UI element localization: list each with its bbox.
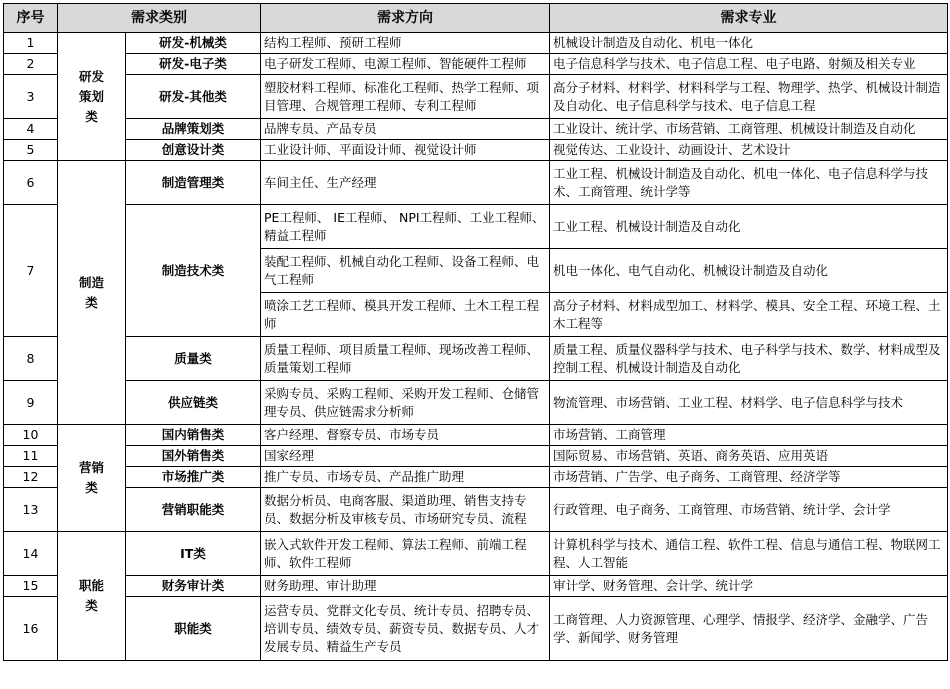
direction-cell: 结构工程师、预研工程师 [261,33,550,54]
major-cell: 质量工程、质量仪器科学与技术、电子科学与技术、数学、材料成型及控制工程、机械设计制造及自动化 [550,337,948,381]
row-number: 5 [4,140,58,161]
direction-cell: 数据分析员、电商客服、渠道助理、销售支持专员、数据分析及审核专员、市场研究专员、流程 [261,488,550,532]
major-cell: 行政管理、电子商务、工商管理、市场营销、统计学、会计学 [550,488,948,532]
group-research: 研发策划类 [58,33,126,161]
category-cell: 供应链类 [126,381,261,425]
major-cell: 高分子材料、材料学、材料科学与工程、物理学、热学、机械设计制造及自动化、电子信息科学与技术、电子信息工程 [550,75,948,119]
table-row [4,54,948,75]
header-category: 需求类别 [58,4,261,33]
row-number: 10 [4,425,58,446]
header-no: 序号 [4,4,58,33]
category-cell: IT类 [126,532,261,576]
row-number: 6 [4,161,58,205]
table-row [4,337,948,381]
category-cell: 职能类 [126,597,261,661]
header-major: 需求专业 [550,4,948,33]
direction-cell: 质量工程师、项目质量工程师、现场改善工程师、质量策划工程师 [261,337,550,381]
category-cell: 品牌策划类 [126,119,261,140]
major-cell: 电子信息科学与技术、电子信息工程、电子电路、射频及相关专业 [550,54,948,75]
row-number: 3 [4,75,58,119]
table-row [4,467,948,488]
direction-cell: 车间主任、生产经理 [261,161,550,205]
major-cell: 工业工程、机械设计制造及自动化 [550,205,948,249]
row-number: 11 [4,446,58,467]
direction-cell: 客户经理、督察专员、市场专员 [261,425,550,446]
table-row [4,119,948,140]
category-cell: 制造管理类 [126,161,261,205]
major-cell: 工业设计、统计学、市场营销、工商管理、机械设计制造及自动化 [550,119,948,140]
category-cell: 国内销售类 [126,425,261,446]
row-number: 1 [4,33,58,54]
table-row [4,488,948,532]
category-cell: 研发-其他类 [126,75,261,119]
major-cell: 高分子材料、材料成型加工、材料学、模具、安全工程、环境工程、土木工程等 [550,293,948,337]
direction-cell: 工业设计师、平面设计师、视觉设计师 [261,140,550,161]
group-manufacturing: 制造类 [58,161,126,425]
row-number: 15 [4,576,58,597]
table-row [4,161,948,205]
row-number: 8 [4,337,58,381]
direction-cell: 嵌入式软件开发工程师、算法工程师、前端工程师、软件工程师 [261,532,550,576]
table-row [4,532,948,576]
table-row [4,576,948,597]
table-row [4,597,948,661]
table-row [4,75,948,119]
category-cell: 制造技术类 [126,205,261,337]
group-functional: 职能类 [58,532,126,661]
direction-cell: 品牌专员、产品专员 [261,119,550,140]
table-row [4,205,948,249]
major-cell: 工业工程、机械设计制造及自动化、机电一体化、电子信息科学与技术、工商管理、统计学等 [550,161,948,205]
category-cell: 创意设计类 [126,140,261,161]
direction-cell: 装配工程师、机械自动化工程师、设备工程师、电气工程师 [261,249,550,293]
row-number: 16 [4,597,58,661]
table-row [4,33,948,54]
category-cell: 财务审计类 [126,576,261,597]
row-number: 2 [4,54,58,75]
major-cell: 工商管理、人力资源管理、心理学、情报学、经济学、金融学、广告学、新闻学、财务管理 [550,597,948,661]
table-row [4,381,948,425]
major-cell: 视觉传达、工业设计、动画设计、艺术设计 [550,140,948,161]
row-number: 7 [4,205,58,337]
major-cell: 国际贸易、市场营销、英语、商务英语、应用英语 [550,446,948,467]
table-row [4,446,948,467]
direction-cell: 塑胶材料工程师、标准化工程师、热学工程师、项目管理、合规管理工程师、专利工程师 [261,75,550,119]
category-cell: 市场推广类 [126,467,261,488]
table-row [4,425,948,446]
direction-cell: 喷涂工艺工程师、模具开发工程师、土木工程工程师 [261,293,550,337]
table-row [4,140,948,161]
direction-cell: 电子研发工程师、电源工程师、智能硬件工程师 [261,54,550,75]
category-cell: 质量类 [126,337,261,381]
row-number: 14 [4,532,58,576]
direction-cell: 运营专员、党群文化专员、统计专员、招聘专员、培训专员、绩效专员、薪资专员、数据专员、人才发展专员、精益生产专员 [261,597,550,661]
major-cell: 市场营销、广告学、电子商务、工商管理、经济学等 [550,467,948,488]
major-cell: 物流管理、市场营销、工业工程、材料学、电子信息科学与技术 [550,381,948,425]
row-number: 13 [4,488,58,532]
category-cell: 研发-电子类 [126,54,261,75]
major-cell: 市场营销、工商管理 [550,425,948,446]
header-direction: 需求方向 [261,4,550,33]
recruitment-demand-table [3,3,948,661]
category-cell: 国外销售类 [126,446,261,467]
group-marketing: 营销类 [58,425,126,532]
major-cell: 审计学、财务管理、会计学、统计学 [550,576,948,597]
row-number: 4 [4,119,58,140]
category-cell: 营销职能类 [126,488,261,532]
major-cell: 机械设计制造及自动化、机电一体化 [550,33,948,54]
row-number: 9 [4,381,58,425]
direction-cell: PE工程师、 IE工程师、 NPI工程师、工业工程师、精益工程师 [261,205,550,249]
header-row [4,4,948,33]
major-cell: 机电一体化、电气自动化、机械设计制造及自动化 [550,249,948,293]
direction-cell: 财务助理、审计助理 [261,576,550,597]
category-cell: 研发-机械类 [126,33,261,54]
direction-cell: 采购专员、采购工程师、采购开发工程师、仓储管理专员、供应链需求分析师 [261,381,550,425]
row-number: 12 [4,467,58,488]
direction-cell: 国家经理 [261,446,550,467]
major-cell: 计算机科学与技术、通信工程、软件工程、信息与通信工程、物联网工程、人工智能 [550,532,948,576]
direction-cell: 推广专员、市场专员、产品推广助理 [261,467,550,488]
